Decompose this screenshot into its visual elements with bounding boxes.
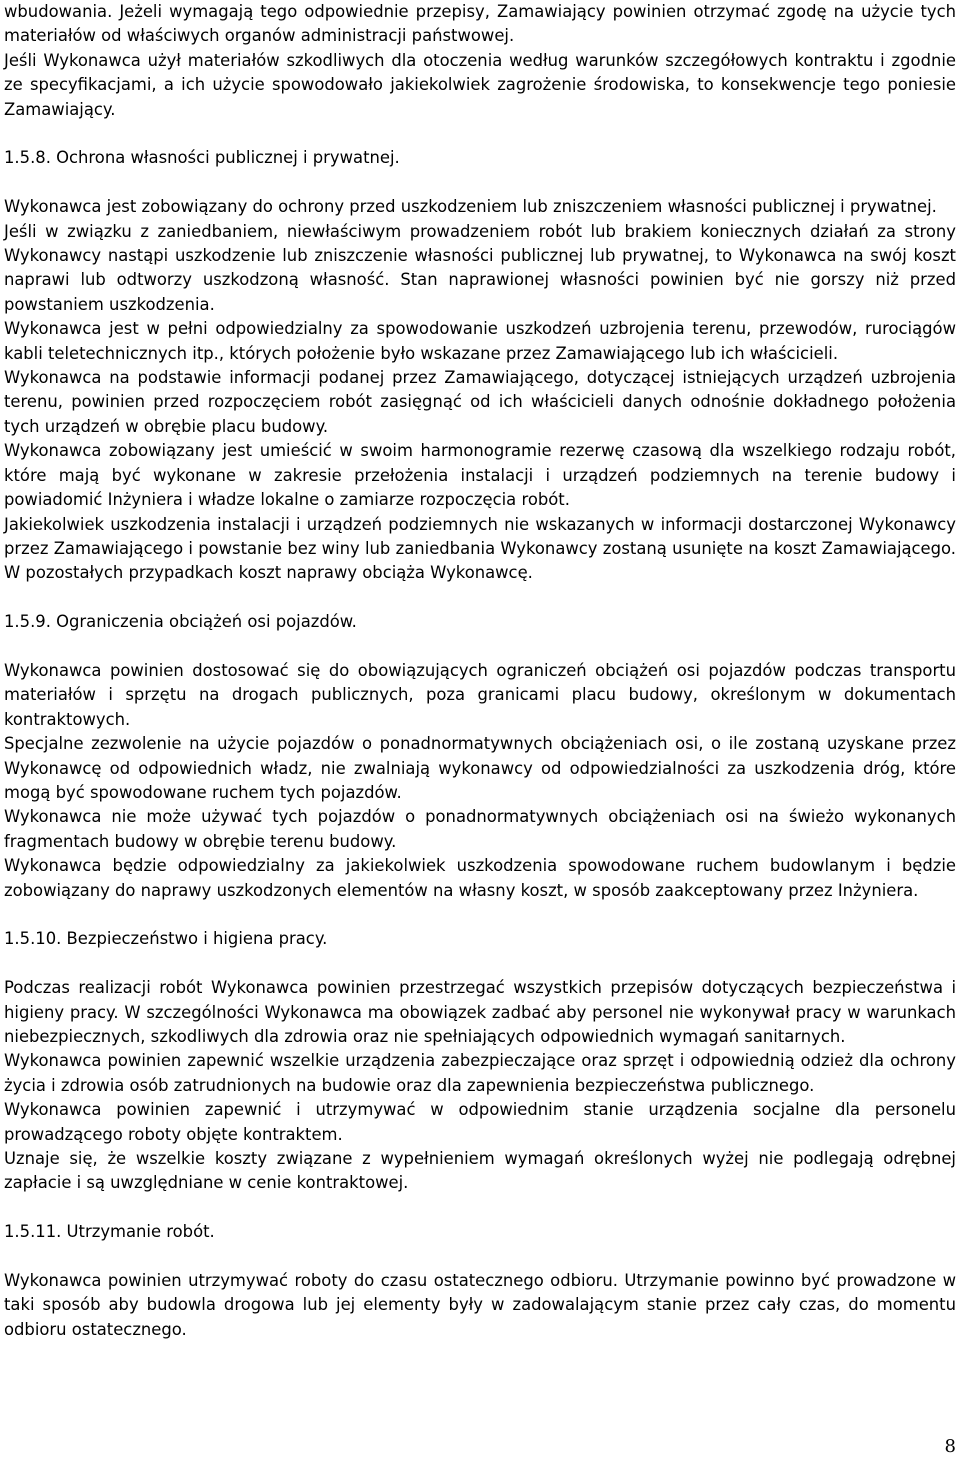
paragraph: Wykonawca powinien utrzymywać roboty do czasu ostatecznego odbioru. Utrzymanie powinno być prowadzone w taki sposób aby budowla drogowa lub jej elementy były w zadowalającym stanie przez cały czas, do momentu odbioru ostatecznego.	[4, 1271, 956, 1339]
paragraph: Wykonawca będzie odpowiedzialny za jakiekolwiek uszkodzenia spowodowane ruchem budowlanym i będzie zobowiązany do naprawy uszkodzonych elementów na własny koszt, w sposób zaakceptowany przez Inżyniera.	[4, 856, 956, 900]
paragraph: Jeśli Wykonawca użył materiałów szkodliwych dla otoczenia według warunków szczegółowych kontraktu i zgodnie ze specyfikacjami, a ich użycie spowodowało jakiekolwiek zagrożenie środowiska, to konsekwencje tego poniesie Zamawiający.	[4, 50, 956, 119]
paragraph: Wykonawca nie może używać tych pojazdów o ponadnormatywnych obciążeniach osi na świeżo wykonanych fragmentach budowy w obrębie terenu budowy.	[4, 807, 956, 851]
paragraph: Wykonawca zobowiązany jest umieścić w swoim harmonogramie rezerwę czasową dla wszelkiego rodzaju robót, które mają być wykonane w zakresie przełożenia instalacji i urządzeń podziemnych na terenie budowy i powiadomić Inżyniera i władze lokalne o zamiarze rozpoczęcia robót.	[4, 441, 956, 510]
section-heading-1-5-10: 1.5.10. Bezpieczeństwo i higiena pracy.	[4, 929, 328, 949]
section-heading-1-5-11: 1.5.11. Utrzymanie robót.	[4, 1222, 215, 1242]
paragraph: Wykonawca jest zobowiązany do ochrony przed uszkodzeniem lub zniszczeniem własności publicznej i prywatnej.	[4, 197, 937, 217]
document-page	[4, 0, 956, 1342]
section-heading-1-5-8: 1.5.8. Ochrona własności publicznej i prywatnej.	[4, 148, 400, 168]
paragraph: wbudowania. Jeżeli wymagają tego odpowiednie przepisy, Zamawiający powinien otrzymać zgodę na użycie tych materiałów od właściwych organów administracji państwowej.	[4, 2, 956, 46]
page-number: 8	[944, 1436, 956, 1457]
section-heading-1-5-9: 1.5.9. Ograniczenia obciążeń osi pojazdów.	[4, 612, 357, 632]
paragraph: Jakiekolwiek uszkodzenia instalacji i urządzeń podziemnych nie wskazanych w informacji dostarczonej Wykonawcy przez Zamawiającego i powstanie bez winy lub zaniedbania Wykonawcy zostaną usunięte na koszt Zamawiającego. W pozostałych przypadkach koszt naprawy obciąża Wykonawcę.	[4, 514, 956, 583]
paragraph: Wykonawca powinien zapewnić wszelkie urządzenia zabezpieczające oraz sprzęt i odpowiednią odzież dla ochrony życia i zdrowia osób zatrudnionych na budowie oraz dla zapewnienia bezpieczeństwa publicznego.	[4, 1051, 956, 1095]
paragraph: Wykonawca na podstawie informacji podanej przez Zamawiającego, dotyczącej istniejących urządzeń uzbrojenia terenu, powinien przed rozpoczęciem robót zasięgnąć od ich właścicieli danych odnośnie dokładnego położenia tych urządzeń w obrębie placu budowy.	[4, 368, 956, 436]
paragraph: Wykonawca jest w pełni odpowiedzialny za spowodowanie uszkodzeń uzbrojenia terenu, przewodów, rurociągów kabli teletechnicznych itp., których położenie było wskazane przez Zamawiającego lub ich właścicieli.	[4, 319, 956, 363]
paragraph: Podczas realizacji robót Wykonawca powinien przestrzegać wszystkich przepisów dotyczących bezpieczeństwa i higieny pracy. W szczególności Wykonawca ma obowiązek zadbać aby personel nie wykonywał pracy w warunkach niebezpiecznych, szkodliwych dla zdrowia oraz nie spełniających odpowiednich wymagań sanitarnych.	[4, 978, 956, 1046]
paragraph: Wykonawca powinien zapewnić i utrzymywać w odpowiednim stanie urządzenia socjalne dla personelu prowadzącego roboty objęte kontraktem.	[4, 1100, 956, 1144]
paragraph: Jeśli w związku z zaniedbaniem, niewłaściwym prowadzeniem robót lub brakiem koniecznych działań za strony Wykonawcy nastąpi uszkodzenie lub zniszczenie własności publicznej lub prywatnej, to Wykonawca na swój koszt naprawi lub odtworzy uszkodzoną własność. Stan naprawionej własności powinien być nie gorszy niż przed powstaniem uszkodzenia.	[4, 221, 956, 314]
paragraph: Uznaje się, że wszelkie koszty związane z wypełnieniem wymagań określonych wyżej nie podlegają odrębnej zapłacie i są uwzględniane w cenie kontraktowej.	[4, 1149, 956, 1193]
paragraph: Wykonawca powinien dostosować się do obowiązujących ograniczeń obciążeń osi pojazdów podczas transportu materiałów i sprzętu na drogach publicznych, poza granicami placu budowy, określonym w dokumentach kontraktowych.	[4, 660, 956, 729]
paragraph: Specjalne zezwolenie na użycie pojazdów o ponadnormatywnych obciążeniach osi, o ile zostaną uzyskane przez Wykonawcę od odpowiednich władz, nie zwalniają wykonawcy od odpowiedzialności za uszkodzenia dróg, które mogą być spowodowane ruchem tych pojazdów.	[4, 734, 956, 802]
